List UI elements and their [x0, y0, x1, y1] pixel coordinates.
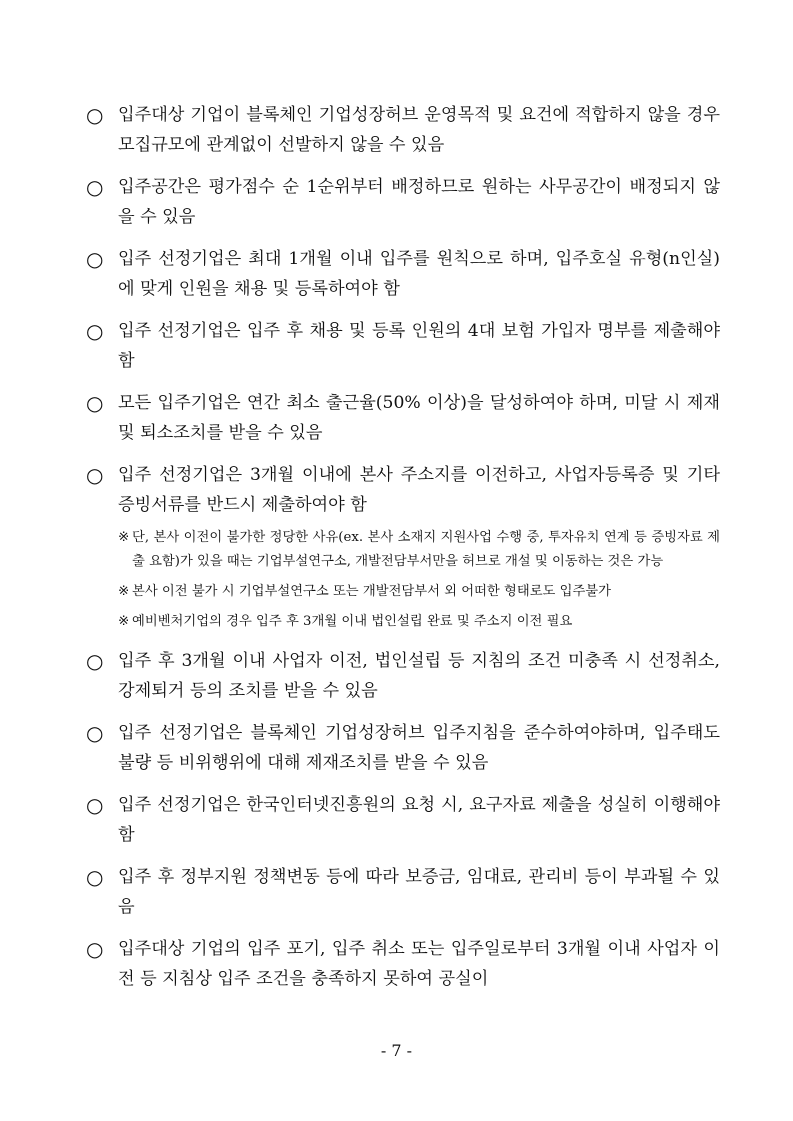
list-item: [86, 316, 720, 376]
list-item: [86, 100, 720, 160]
reference-mark-icon: ※: [118, 584, 130, 599]
circle-bullet-icon: ○: [86, 463, 104, 487]
circle-bullet-icon: ○: [86, 103, 104, 127]
item-text: 입주 후 3개월 이내 사업자 이전, 법인설립 등 지침의 조건 미충족 시 선정취소, 강제퇴거 등의 조치를 받을 수 있음: [118, 651, 720, 701]
item-text: 입주대상 기업이 블록체인 기업성장허브 운영목적 및 요건에 적합하지 않을 경우 모집규모에 관계없이 선발하지 않을 수 있음: [118, 105, 720, 155]
reference-mark-icon: ※: [118, 614, 130, 629]
item-text: 입주대상 기업의 입주 포기, 입주 취소 또는 입주일로부터 3개월 이내 사업자 이전 등 지침상 입주 조건을 충족하지 못하여 공실이: [118, 939, 720, 989]
note-text: 단, 본사 이전이 불가한 정당한 사유(ex. 본사 소재지 지원사업 수행 중, 투자유치 연계 등 증빙자료 제출 요함)가 있을 때는 기업부설연구소, 개발전담부서만을 허브로 개설 및 이동하는 것은 가능: [132, 530, 720, 569]
list-item: [86, 460, 720, 520]
circle-bullet-icon: ○: [86, 721, 104, 745]
document-body: [86, 100, 720, 994]
note-item: [86, 526, 720, 574]
circle-bullet-icon: ○: [86, 319, 104, 343]
item-text: 입주 선정기업은 한국인터넷진흥원의 요청 시, 요구자료 제출을 성실히 이행해야 함: [118, 795, 720, 845]
item-text: 입주 선정기업은 블록체인 기업성장허브 입주지침을 준수하여야하며, 입주태도 불량 등 비위행위에 대해 제재조치를 받을 수 있음: [118, 723, 720, 773]
page-number: - 7 -: [380, 1041, 413, 1060]
circle-bullet-icon: ○: [86, 391, 104, 415]
item-text: 입주 선정기업은 3개월 이내에 본사 주소지를 이전하고, 사업자등록증 및 기타 증빙서류를 반드시 제출하여야 함: [118, 465, 720, 515]
list-item: [86, 172, 720, 232]
item-text: 입주 선정기업은 최대 1개월 이내 입주를 원칙으로 하며, 입주호실 유형(n인실)에 맞게 인원을 채용 및 등록하여야 함: [118, 249, 720, 299]
list-item: [86, 646, 720, 706]
circle-bullet-icon: ○: [86, 247, 104, 271]
item-text: 입주 후 정부지원 정책변동 등에 따라 보증금, 임대료, 관리비 등이 부과될 수 있음: [118, 867, 720, 917]
note-text: 예비벤처기업의 경우 입주 후 3개월 이내 법인설립 완료 및 주소지 이전 필요: [132, 614, 573, 629]
list-item: [86, 862, 720, 922]
circle-bullet-icon: ○: [86, 793, 104, 817]
reference-mark-icon: ※: [118, 530, 130, 545]
list-item: [86, 244, 720, 304]
list-item: [86, 934, 720, 994]
note-text: 본사 이전 불가 시 기업부설연구소 또는 개발전담부서 외 어떠한 형태로도 입주불가: [132, 584, 611, 599]
list-item: [86, 718, 720, 778]
circle-bullet-icon: ○: [86, 175, 104, 199]
circle-bullet-icon: ○: [86, 649, 104, 673]
note-item: [86, 580, 720, 604]
item-text: 입주 선정기업은 입주 후 채용 및 등록 인원의 4대 보험 가입자 명부를 제출해야 함: [118, 321, 720, 371]
list-item: [86, 790, 720, 850]
note-item: [86, 610, 720, 634]
circle-bullet-icon: ○: [86, 937, 104, 961]
list-item: [86, 388, 720, 448]
item-text: 모든 입주기업은 연간 최소 출근율(50% 이상)을 달성하여야 하며, 미달 시 제재 및 퇴소조치를 받을 수 있음: [118, 393, 720, 443]
item-text: 입주공간은 평가점수 순 1순위부터 배정하므로 원하는 사무공간이 배정되지 않을 수 있음: [118, 177, 720, 227]
circle-bullet-icon: ○: [86, 865, 104, 889]
